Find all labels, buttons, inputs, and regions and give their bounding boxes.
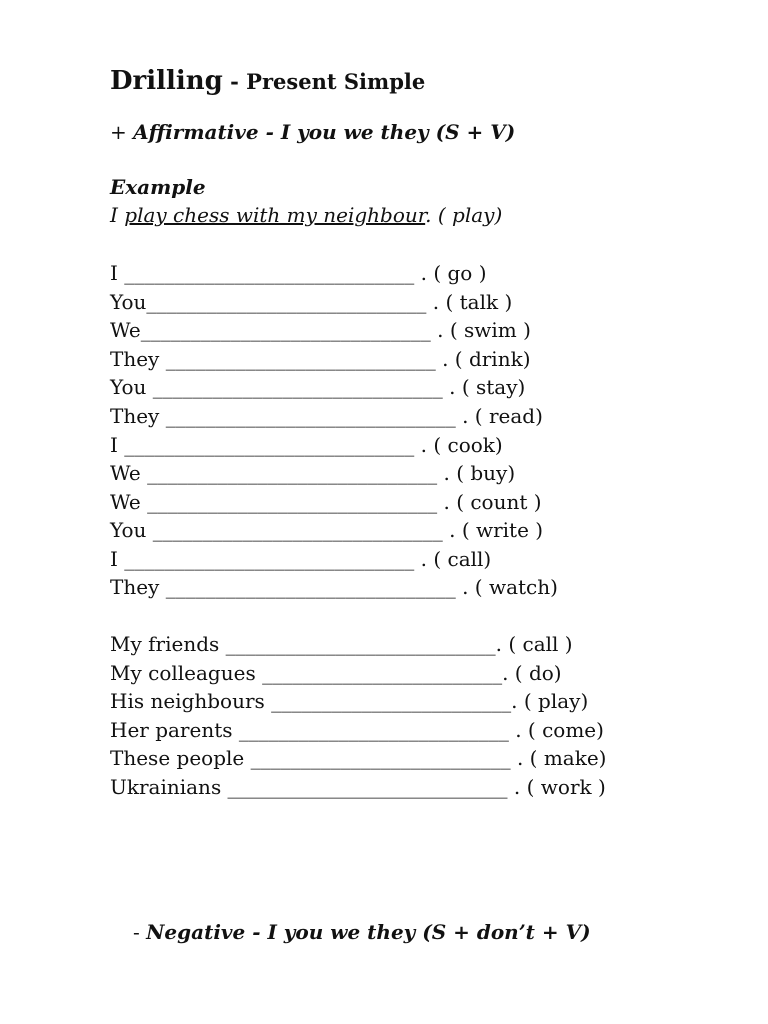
affirmative-prefix: + — [110, 120, 134, 144]
exercise-line: They ___________________________ . ( drink) — [110, 347, 531, 371]
example-sentence — [110, 201, 502, 229]
exercise-line: I _____________________________ . ( go ) — [110, 261, 487, 285]
exercise-line: They _____________________________ . ( read) — [110, 404, 543, 428]
exercise-line: I _____________________________ . ( cook) — [110, 433, 503, 457]
exercise-line-2: These people __________________________ . ( make) — [110, 746, 607, 770]
exercise-line: They _____________________________ . ( watch) — [110, 575, 558, 599]
affirmative-heading — [110, 118, 515, 146]
negative-dash: - — [133, 920, 147, 944]
exercise-line: You____________________________ . ( talk ) — [110, 290, 513, 314]
exercise-line-2: My friends ___________________________. ( call ) — [110, 632, 573, 656]
example-heading: Example — [110, 175, 206, 199]
affirmative-text: Affirmative - I you we they (S + V) — [133, 120, 516, 144]
exercise-line: You _____________________________ . ( write ) — [110, 518, 544, 542]
exercise-line-2: His neighbours ________________________. ( play) — [110, 689, 589, 713]
negative-heading — [133, 918, 591, 946]
page-title — [110, 66, 425, 96]
example-answer: play chess with my neighbour — [124, 203, 426, 227]
exercise-line: We_____________________________ . ( swim ) — [110, 318, 531, 342]
exercise-line-2: Her parents ___________________________ . ( come) — [110, 718, 604, 742]
exercise-line-2: Ukrainians ____________________________ . ( work ) — [110, 775, 606, 799]
example-suffix: . ( play) — [425, 203, 503, 227]
negative-text: Negative - I you we they (S + don’t + V) — [146, 920, 591, 944]
exercise-line: We _____________________________ . ( buy) — [110, 461, 516, 485]
exercise-line: We _____________________________ . ( count ) — [110, 490, 542, 514]
title-sub: - Present Simple — [222, 69, 426, 94]
example-subject: I — [110, 203, 125, 227]
exercise-line: You _____________________________ . ( stay) — [110, 375, 526, 399]
title-main: Drilling — [110, 66, 223, 96]
exercise-line: I _____________________________ . ( call) — [110, 547, 492, 571]
exercise-line-2: My colleagues ________________________. ( do) — [110, 661, 562, 685]
